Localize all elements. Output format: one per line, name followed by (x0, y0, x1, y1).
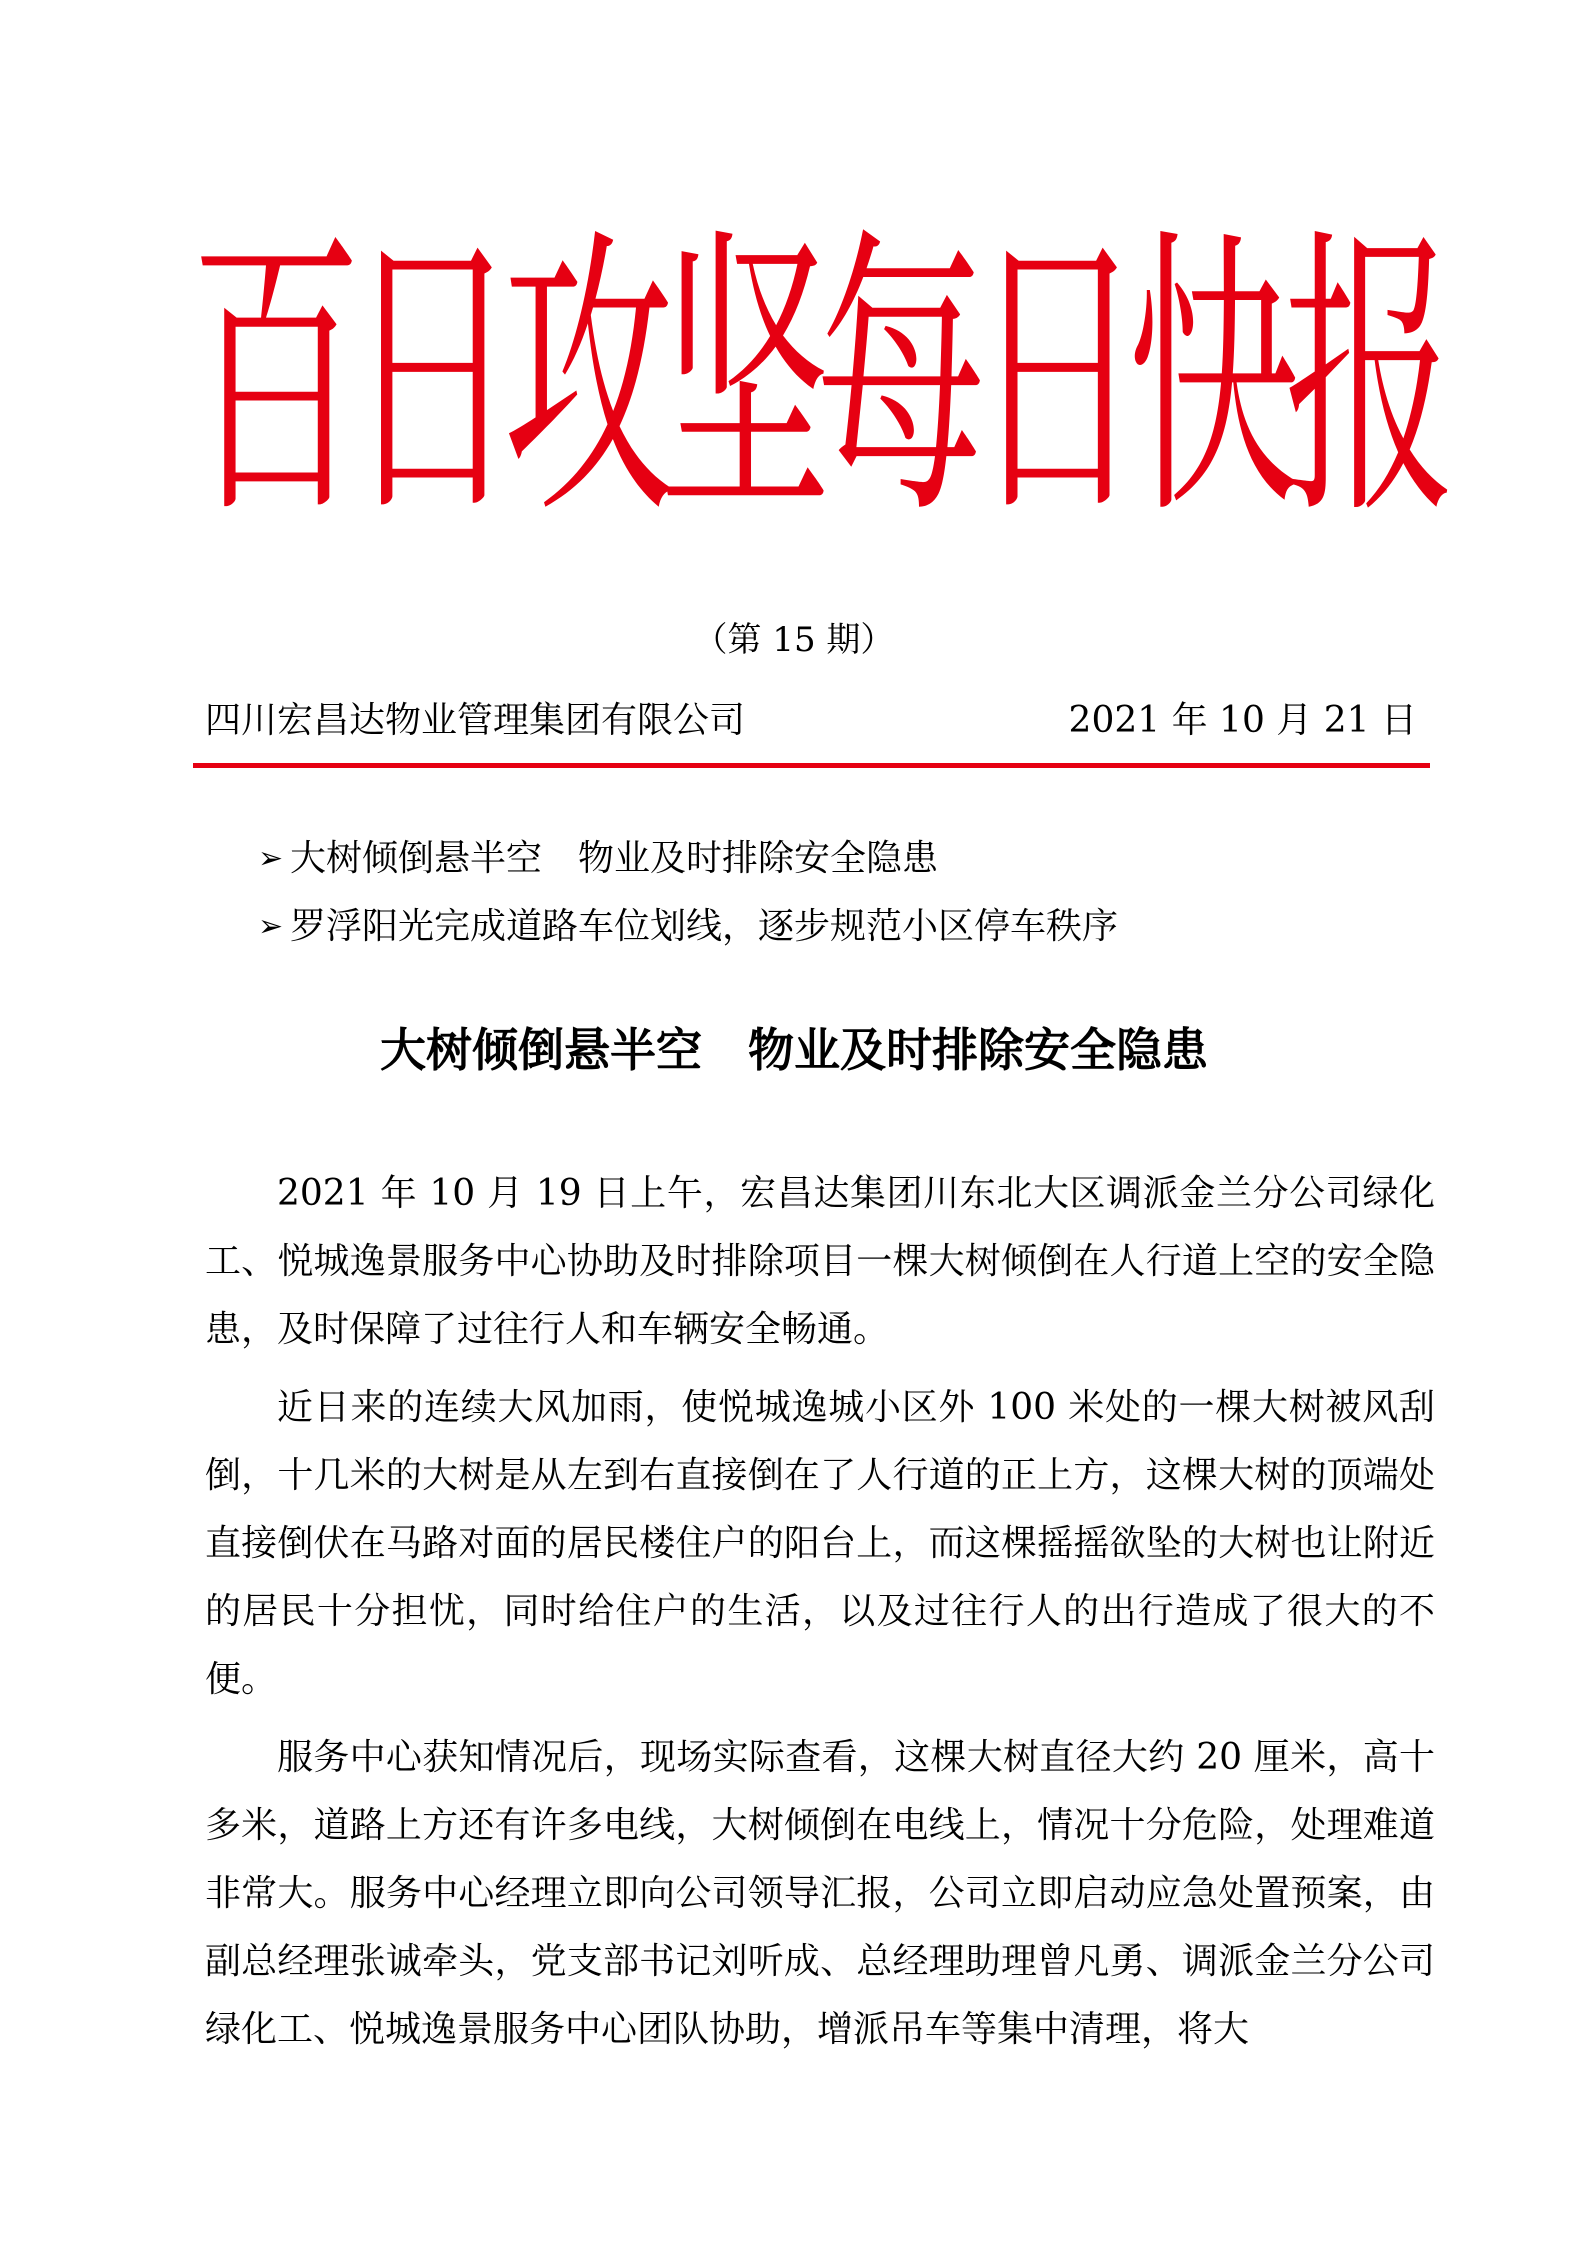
issue-number: （第 15 期） (693, 620, 895, 660)
toc-item-label: 罗浮阳光完成道路车位划线，逐步规范小区停车秩序 (290, 906, 1119, 947)
masthead-char: 日 (346, 203, 519, 555)
header-divider (193, 763, 1430, 768)
toc-item-label: 大树倾倒悬半空 物业及时排除安全隐患 (290, 838, 939, 879)
masthead-char: 攻 (502, 203, 675, 555)
masthead-char: 百 (190, 203, 362, 555)
article-paragraph: 服务中心获知情况后，现场实际查看，这棵大树直径大约 20 厘米，高十多米，道路上方还有许多电线，大树倾倒在电线上，情况十分危险，处理难道非常大。服务中心经理立即向公司领导汇报，公司立即启动应急处置预案，由副总经理张诚牵头，党支部书记刘听成、总经理助理曾凡勇、调派金兰分公司绿化工、悦城逸景服务中心团队协助，增派吊车等集中清理，将大 (205, 1737, 1435, 2050)
article-title: 大树倾倒悬半空 物业及时排除安全隐患 (380, 1023, 1208, 1077)
article-paragraph: 2021 年 10 月 19 日上午，宏昌达集团川东北大区调派金兰分公司绿化工、悦城逸景服务中心协助及时排除项目一棵大树倾倒在人行道上空的安全隐患，及时保障了过往行人和车辆安全畅通。 (205, 1173, 1435, 1350)
masthead-char: 坚 (658, 203, 831, 555)
publication-info (205, 698, 1417, 744)
masthead-char: 每 (815, 203, 988, 555)
publication-date: 2021 年 10 月 21 日 (1068, 700, 1417, 741)
publisher-name: 四川宏昌达物业管理集团有限公司 (205, 700, 746, 741)
toc-item (258, 825, 1408, 893)
arrow-bullet-icon: ➢ (258, 909, 284, 944)
masthead-title (190, 203, 1456, 555)
masthead-char: 快 (1127, 203, 1300, 555)
arrow-bullet-icon: ➢ (258, 841, 284, 876)
toc-item (258, 893, 1408, 961)
masthead-char: 报 (1283, 203, 1456, 555)
article-paragraph: 近日来的连续大风加雨，使悦城逸城小区外 100 米处的一棵大树被风刮倒，十几米的大树是从左到右直接倒在了人行道的正上方，这棵大树的顶端处直接倒伏在马路对面的居民楼住户的阳台上，而这棵摇摇欲坠的大树也让附近的居民十分担忧，同时给住户的生活，以及过往行人的出行造成了很大的不便。 (205, 1387, 1435, 1700)
table-of-contents (258, 825, 1408, 961)
article-body (205, 1160, 1435, 2074)
masthead-char: 日 (971, 203, 1144, 555)
